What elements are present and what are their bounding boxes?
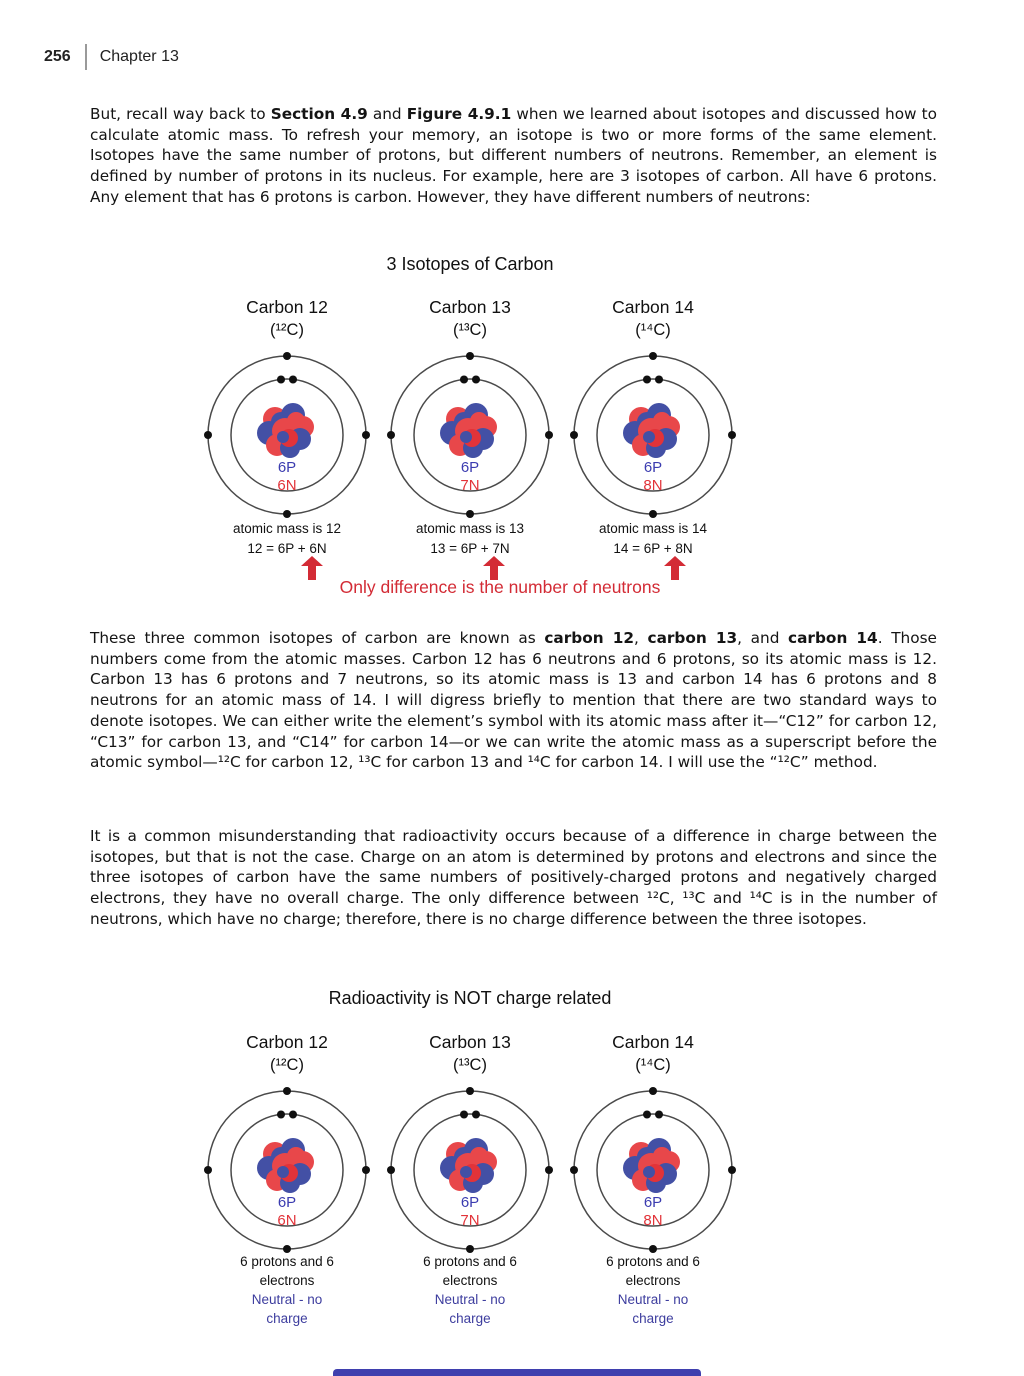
paragraph-isotope-naming: These three common isotopes of carbon are known as carbon 12, carbon 13, and carbon 14. Those numbers come from the atomic masses. Carbon 12 has 6 neutrons and 6 protons, so its atomic mass is 12. Carbon 13 has 6 protons and 7 neutrons, so its atomic mass is 13 and carbon 14 has 6 protons and 8 neutrons for an atomic mass of 14. I will digress briefly to mention that there are two standard ways to denote isotopes. We can either write the element’s symbol with its atomic mass after it—“C12” for carbon 12, “C13” for carbon 13, and “C14” for carbon 14—or we can write the atomic mass as a superscript before the atomic symbol—¹²C for carbon 12, ¹³C for carbon 13 and ¹⁴C for carbon 14. I will use the “¹²C” method. — [90, 629, 937, 772]
proton-count: 6P — [460, 1194, 480, 1211]
nucleus-cluster — [440, 403, 497, 458]
electron-count-line2: electrons — [625, 1273, 681, 1288]
atom-diagram — [197, 1080, 377, 1260]
atom-diagram — [563, 345, 743, 525]
atomic-mass-line: atomic mass is 12 — [232, 521, 342, 536]
electron-count-line: 6 protons and 6 — [240, 1254, 334, 1269]
figure1-caption: Only difference is the number of neutrons — [339, 577, 661, 597]
mass-formula-line: 12 = 6P + 6N — [247, 541, 327, 556]
neutron-count: 7N — [460, 477, 480, 494]
proton-count: 6P — [277, 1194, 297, 1211]
isotope-name: Carbon 14 — [612, 1032, 694, 1052]
header-divider — [85, 44, 87, 70]
neutral-charge-line: Neutral - no — [251, 1292, 323, 1307]
electron-count-line: 6 protons and 6 — [606, 1254, 700, 1269]
neutron-count: 6N — [277, 477, 297, 494]
isotope-name: Carbon 14 — [612, 297, 694, 317]
nucleus-cluster — [257, 1138, 314, 1193]
proton-count: 6P — [277, 459, 297, 476]
neutron-count: 8N — [643, 477, 663, 494]
nucleus-cluster — [257, 403, 314, 458]
nucleus-cluster — [440, 1138, 497, 1193]
neutron-count: 7N — [460, 1212, 480, 1229]
figure2-columns — [197, 1031, 743, 1328]
paragraph-intro-isotopes: But, recall way back to Section 4.9 and Figure 4.9.1 when we learned about isotopes and discussed how to calculate atomic mass. To refresh your memory, an isotope is two or more forms of the same element. Isotopes have the same number of protons, but different numbers of neutrons. Remember, an element is defined by number of protons in its nucleus. For example, here are 3 isotopes of carbon. All have 6 protons. Any element that has 6 protons is carbon. However, they have different numbers of neutrons: — [90, 105, 937, 206]
figure1-title: 3 Isotopes of Carbon — [386, 254, 554, 274]
nucleus-cluster — [623, 403, 680, 458]
atom-column-carbon13 — [380, 1031, 560, 1328]
isotope-name: Carbon 12 — [246, 297, 328, 317]
isotope-symbol: (¹⁴C) — [635, 321, 671, 339]
isotope-name: Carbon 12 — [246, 1032, 328, 1052]
isotope-symbol: (¹³C) — [453, 1056, 487, 1074]
neutron-count: 6N — [277, 1212, 297, 1229]
atom-column-carbon13 — [380, 296, 560, 559]
electron-count-line2: electrons — [442, 1273, 498, 1288]
atom-column-carbon14 — [563, 1031, 743, 1328]
atom-diagram — [563, 1080, 743, 1260]
mass-formula-line: 13 = 6P + 7N — [430, 541, 510, 556]
atom-diagram — [380, 345, 560, 525]
atomic-mass-line: atomic mass is 14 — [598, 521, 708, 536]
electron-count-line2: electrons — [259, 1273, 315, 1288]
isotope-symbol: (¹⁴C) — [635, 1056, 671, 1074]
proton-count: 6P — [643, 459, 663, 476]
atom-column-carbon14 — [563, 296, 743, 559]
neutral-charge-line2: charge — [632, 1311, 674, 1326]
paragraph-charge-misunderstanding: It is a common misunderstanding that radioactivity occurs because of a difference in charge between the isotopes, but that is not the case. Charge on an atom is determined by protons and electrons and since the three isotopes of carbon have the same numbers of positively-charged protons and negatively charged electrons, they have no overall charge. The only difference between ¹²C, ¹³C and ¹⁴C is in the number of neutrons, which have no charge; therefore, there is no charge difference between the three isotopes. — [90, 827, 937, 928]
isotope-name: Carbon 13 — [429, 297, 511, 317]
isotope-symbol: (¹³C) — [453, 321, 487, 339]
isotope-symbol: (¹²C) — [270, 1056, 304, 1074]
isotope-name: Carbon 13 — [429, 1032, 511, 1052]
page-number: 256 — [44, 48, 71, 65]
figure1-columns — [197, 296, 743, 559]
atom-column-carbon12 — [197, 1031, 377, 1328]
mass-formula-line: 14 = 6P + 8N — [613, 541, 693, 556]
atom-diagram — [197, 345, 377, 525]
atom-column-carbon12 — [197, 296, 377, 559]
figure2-title: Radioactivity is NOT charge related — [328, 988, 612, 1008]
neutral-charge-line2: charge — [449, 1311, 491, 1326]
isotope-symbol: (¹²C) — [270, 321, 304, 339]
neutral-charge-line2: charge — [266, 1311, 308, 1326]
atom-diagram — [380, 1080, 560, 1260]
neutral-charge-line: Neutral - no — [617, 1292, 689, 1307]
atomic-mass-line: atomic mass is 13 — [415, 521, 525, 536]
nucleus-cluster — [623, 1138, 680, 1193]
electron-count-line: 6 protons and 6 — [423, 1254, 517, 1269]
chapter-label: Chapter 13 — [99, 48, 179, 65]
page-header — [44, 44, 179, 70]
proton-count: 6P — [643, 1194, 663, 1211]
bottom-banner-edge — [333, 1369, 701, 1376]
neutron-count: 8N — [643, 1212, 663, 1229]
neutral-charge-line: Neutral - no — [434, 1292, 506, 1307]
proton-count: 6P — [460, 459, 480, 476]
